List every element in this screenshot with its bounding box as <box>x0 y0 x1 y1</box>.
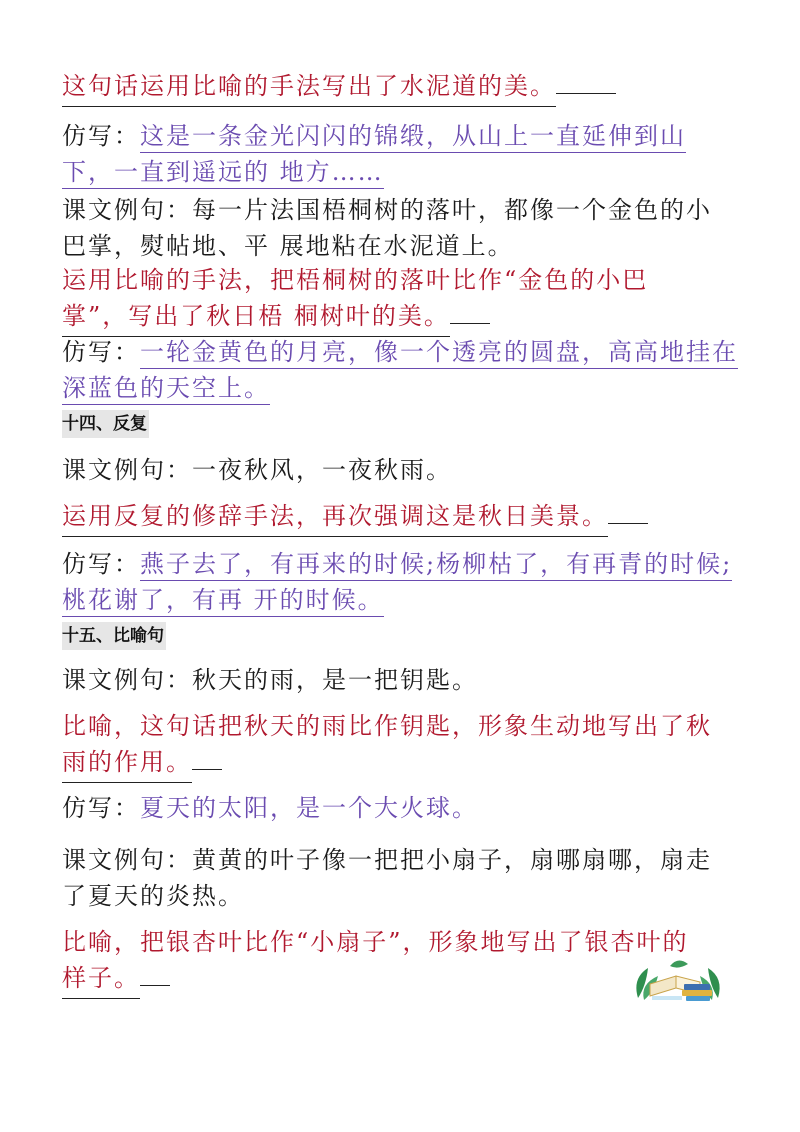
example-sentence-block <box>62 452 452 488</box>
books-plant-icon <box>630 958 726 1004</box>
imitation-line: 夏天的太阳，是一个大火球。 <box>140 794 478 822</box>
imitation-line: 桃花谢了，有再 开的时候。 <box>62 586 384 617</box>
analysis-line: 样子。 <box>62 960 140 999</box>
imitation-prefix: 仿写： <box>62 794 140 822</box>
imitation-prefix: 仿写： <box>62 122 140 150</box>
example-line: 课文例句：一夜秋风，一夜秋雨。 <box>62 456 452 484</box>
imitation-block <box>62 546 732 618</box>
imitation-block <box>62 118 686 190</box>
imitation-block <box>62 334 738 406</box>
example-line: 课文例句：每一片法国梧桐树的落叶，都像一个金色的小 <box>62 196 712 224</box>
example-sentence-block <box>62 842 712 914</box>
analysis-line: 掌”，写出了秋日梧 桐树叶的美。 <box>62 298 450 337</box>
imitation-prefix: 仿写： <box>62 550 140 578</box>
analysis-line: 运用反复的修辞手法，再次强调这是秋日美景。 <box>62 498 608 537</box>
analysis-block <box>62 498 648 537</box>
section-heading <box>62 410 149 438</box>
section-heading <box>62 622 166 650</box>
imitation-prefix: 仿写： <box>62 338 140 366</box>
imitation-line: 燕子去了，有再来的时候;杨柳枯了，有再青的时候; <box>140 550 732 581</box>
analysis-line: 比喻，把银杏叶比作“小扇子”，形象地写出了银杏叶的 <box>62 928 689 956</box>
imitation-block <box>62 790 478 826</box>
example-line: 课文例句：秋天的雨，是一把钥匙。 <box>62 666 478 694</box>
analysis-block <box>62 262 648 337</box>
analysis-line: 雨的作用。 <box>62 744 192 783</box>
analysis-line: 比喻，这句话把秋天的雨比作钥匙，形象生动地写出了秋 <box>62 712 712 740</box>
example-line: 了夏天的炎热。 <box>62 882 244 910</box>
example-line: 巴掌，熨帖地、平 展地粘在水泥道上。 <box>62 232 514 260</box>
analysis-block <box>62 708 712 783</box>
example-sentence-block <box>62 192 712 264</box>
analysis-block <box>62 924 689 999</box>
example-line: 课文例句：黄黄的叶子像一把把小扇子，扇哪扇哪，扇走 <box>62 846 712 874</box>
section-heading-text: 十四、反复 <box>62 410 149 438</box>
imitation-line: 下，一直到遥远的 地方…… <box>62 158 384 189</box>
imitation-line: 这是一条金光闪闪的锦缎，从山上一直延伸到山 <box>140 122 686 153</box>
section-heading-text: 十五、比喻句 <box>62 622 166 650</box>
imitation-line: 深蓝色的天空上。 <box>62 374 270 405</box>
example-sentence-block <box>62 662 478 698</box>
analysis-block <box>62 68 616 107</box>
analysis-line: 这句话运用比喻的手法写出了水泥道的美。 <box>62 68 556 107</box>
imitation-line: 一轮金黄色的月亮，像一个透亮的圆盘，高高地挂在 <box>140 338 738 369</box>
analysis-line: 运用比喻的手法，把梧桐树的落叶比作“金色的小巴 <box>62 266 649 294</box>
